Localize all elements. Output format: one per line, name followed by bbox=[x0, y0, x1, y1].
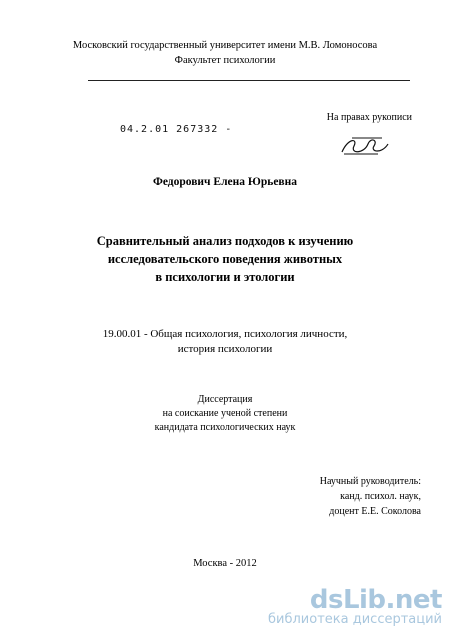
thesis-title-line-1: Сравнительный анализ подходов к изучению bbox=[96, 234, 354, 248]
thesis-title-line-3: в психологии и этологии bbox=[155, 270, 295, 284]
degree-line-1: Диссертация bbox=[197, 394, 253, 405]
specialty-line-1: 19.00.01 - Общая психология, психология личности, bbox=[102, 328, 348, 340]
degree-line-3: кандидата психологических наук bbox=[154, 422, 296, 433]
city-year: Москва - 2012 bbox=[193, 558, 257, 569]
supervisor-name: доцент Е.Е. Соколова bbox=[329, 506, 421, 517]
header-divider bbox=[88, 80, 410, 81]
university-name: Московский государственный университет имени М.В. Ломоносова bbox=[72, 40, 378, 51]
faculty-name: Факультет психологии bbox=[174, 55, 276, 66]
rights-note: На правах рукописи bbox=[326, 112, 412, 123]
library-stamp-number: 04.2.01 267332 - bbox=[120, 124, 233, 135]
watermark-subtitle: библиотека диссертаций bbox=[268, 612, 442, 627]
watermark bbox=[268, 587, 442, 627]
signature-mark bbox=[338, 132, 392, 158]
supervisor-label: Научный руководитель: bbox=[319, 476, 421, 487]
supervisor-block bbox=[320, 474, 421, 519]
degree-line-2: на соискание ученой степени bbox=[162, 408, 288, 419]
specialty-line-2: история психологии bbox=[177, 343, 273, 355]
thesis-title-line-2: исследовательского поведения животных bbox=[107, 252, 343, 266]
watermark-logo: dsLib.net bbox=[309, 585, 442, 615]
supervisor-degree: канд. психол. наук, bbox=[340, 491, 421, 502]
author-name: Федорович Елена Юрьевна bbox=[152, 176, 298, 188]
